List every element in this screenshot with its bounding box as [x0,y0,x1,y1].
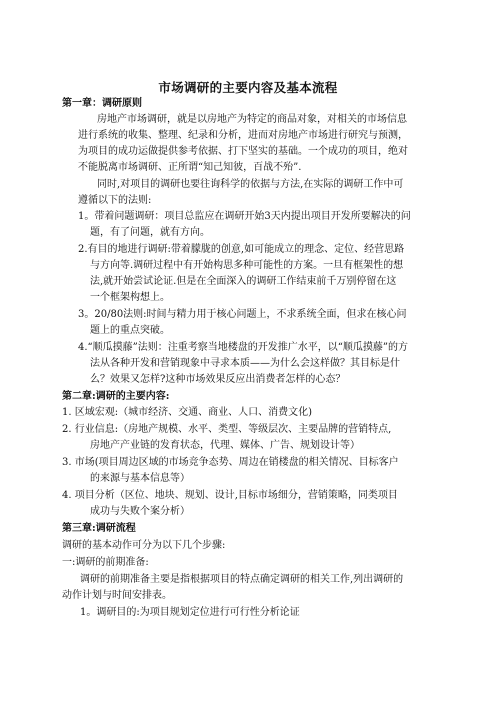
document-title: 市场调研的主要内容及基本流程 [158,80,338,95]
c3-para-line2: 动作计划与时间安排表。 [62,590,172,601]
c1-item4-line1: 4.“顺瓜摸藤”法则：注重考察当地楼盘的开发推广水平，以“顺瓜摸藤”的方 [78,342,408,353]
c2-item3-line2: 的来源与基本信息等） [90,473,190,484]
c3-para-line1: 调研的前期准备主要是指根据项目的特点确定调研的相关工作,列出调研的 [80,574,404,585]
c1-para2-line1: 同时,对项目的调研也要往询科学的依据与方法,在实际的调研工作中可 [97,179,404,190]
c1-item3-line1: 3。20/80法则:时间与精力用于核心问题上，不求系统全面，但求在核心问 [78,309,407,320]
c2-item2-line1: 2. 行业信息:（房地产规模、水平、类型、等级层次、主要品牌的营销特点, [62,424,392,435]
c1-item2-line2: 与方向等.调研过程中有开始构思多种可能性的方案。一旦有框架性的想 [90,260,404,271]
chapter3-heading: 第三章:调研流程 [62,523,136,534]
c2-item4-line1: 4. 项目分析（区位、地块、规划、设计,目标市场细分，营销策略，同类项目 [62,490,398,501]
c1-item1-line1: 1。带着问题调研：项目总监应在调研开始3天内提出项目开发所要解决的问 [78,211,411,222]
c1-para1-line2: 进行系统的收集、整理、纪录和分析，进而对房地产市场进行研究与预测， [78,130,408,141]
c1-para2-line2: 遵循以下的法则: [78,195,152,206]
c1-item4-line3: 么？效果又怎样?这种市场效果反应出消费者怎样的心态？ [90,374,346,385]
c2-item2-line2: 房地产产业链的发育状态，代理、媒体、广告、规划设计等） [90,440,360,451]
c1-item2-line1: 2.有目的地进行调研:带着朦胧的创意,如可能成立的理念、定位、经营思路 [78,244,405,255]
c1-para1-line4: 不能脱离市场调研、正所谓“知己知彼，百战不殆”. [78,162,302,173]
c3-step1: 1。调研目的:为项目规划定位进行可行性分析论证 [80,607,300,618]
c1-para1-line3: 为项目的成功运做提供参考依据、打下坚实的基础。一个成功的项目，绝对 [78,146,408,157]
chapter2-heading: 第二章:调研的主要内容: [62,391,170,402]
c1-item1-line2: 题，有了问题，就有方向。 [90,227,210,238]
c1-item3-line2: 题上的重点突破。 [90,325,170,336]
c1-item2-line3: 法,就开始尝试论证.但是在全面深入的调研工作结束前千万别停留在这 [90,276,397,287]
c1-item2-line4: 一个框架构想上。 [90,292,170,303]
chapter1-heading: 第一章：调研原则 [62,98,142,109]
c1-item4-line2: 法从各种开发和营销现象中寻求本质——为什么会这样做？其目标是什 [90,358,400,369]
c2-item3-line1: 3. 市场(项目周边区域的市场竞争态势、周边在销楼盘的相关情况、目标客户 [62,457,399,468]
c1-para1-line1: 房地产市场调研，就是以房地产为特定的商品对象，对相关的市场信息 [97,114,407,125]
c2-item1-line1: 1. 区域宏观:（城市经济、交通、商业、人口、消费文化) [62,407,312,418]
c3-intro: 调研的基本动作可分为以下几个步骤: [62,540,226,551]
c2-item4-line2: 成功与失败个案分析） [90,506,190,517]
c3-sub1: 一:调研的前期准备: [62,557,149,568]
